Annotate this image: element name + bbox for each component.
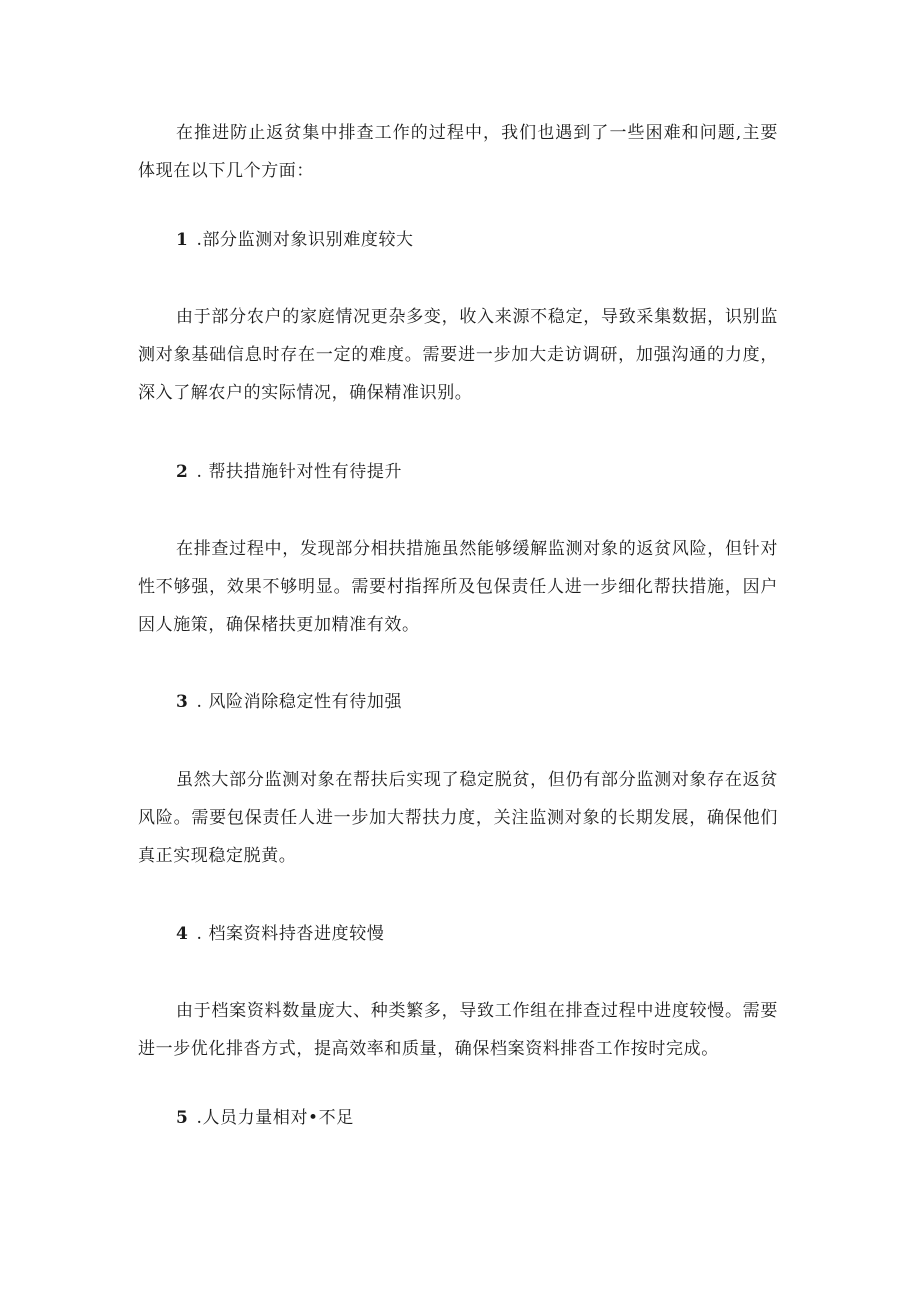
section-body-4: 由于档案资料数量庞大、种类繁多，导致工作组在排查过程中进度较慢。需要进一步优化排沓方式，提高效率和质量，确保档案资料排沓工作按时完成。	[138, 1001, 778, 1059]
section-title: .部分监测对象识别难度较大	[196, 230, 414, 250]
intro-paragraph: 在推进防止返贫集中排查工作的过程中，我们也遇到了一些困难和问题,主要体现在以下几个方面：	[138, 123, 778, 181]
section-title: . 档案资料持沓进度较慢	[196, 924, 385, 944]
section-heading-4	[176, 922, 384, 946]
section-heading-5	[176, 1106, 354, 1130]
section-body-2: 在排查过程中，发现部分相扶措施虽然能够缓解监测对象的返贫风险，但针对性不够强，效果不够明显。需要村指挥所及包保责任人进一步细化帮扶措施，因户因人施策，确保楮扶更加精准有效。	[138, 539, 778, 635]
section-number: 5	[176, 1108, 189, 1128]
section-title: .人员力量相对•不足	[196, 1108, 354, 1128]
section-number: 2	[176, 462, 189, 482]
section-number: 3	[176, 692, 189, 712]
section-heading-1	[176, 228, 414, 252]
section-heading-3	[176, 690, 402, 714]
section-number: 1	[176, 230, 189, 250]
section-body-1: 由于部分农户的家庭情况更杂多变，收入来源不稳定，导致采集数据，识别监测对象基础信息时存在一定的难度。需要进一步加大走访调研，加强沟通的力度，深入了解农户的实际情况，确保精准识别。	[138, 307, 778, 403]
section-body-3: 虽然大部分监测对象在帮扶后实现了稳定脱贫，但仍有部分监测对象存在返贫风险。需要包保责任人进一步加大帮扶力度，关注监测对象的长期发展，确保他们真正实现稳定脱黄。	[138, 770, 778, 866]
section-number: 4	[176, 924, 189, 944]
section-title: . 风险消除稳定性有待加强	[196, 692, 403, 712]
section-heading-2	[176, 460, 402, 484]
section-title: . 帮扶措施针对性有待提升	[196, 462, 403, 482]
